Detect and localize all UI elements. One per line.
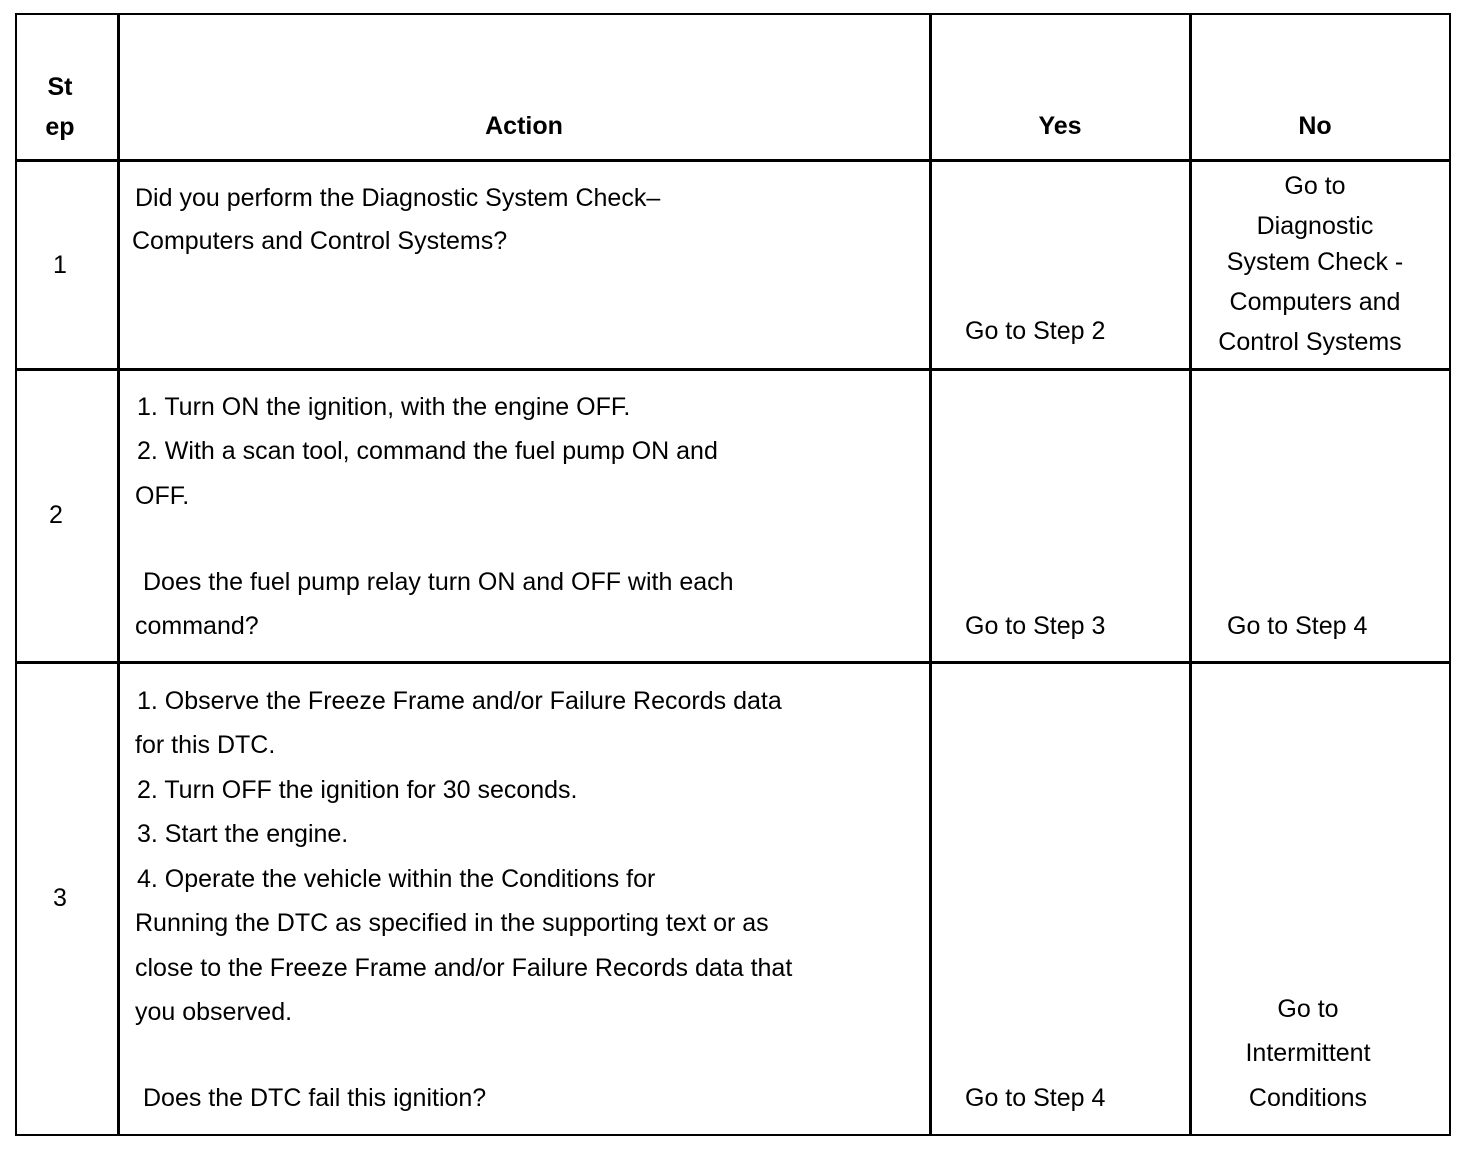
action-line: 3. Start the engine.: [137, 820, 349, 848]
step-number-3: 3: [53, 884, 67, 912]
step-number-1: 1: [53, 251, 67, 279]
no-result-1-line: Diagnostic: [1256, 212, 1374, 240]
header-action: Action: [485, 112, 563, 140]
action-line: you observed.: [135, 998, 293, 1026]
row-divider: [17, 368, 1449, 371]
action-line: 4. Operate the vehicle within the Conditions for: [137, 865, 656, 893]
action-line: OFF.: [135, 482, 190, 510]
no-result-3-line: Conditions: [1248, 1084, 1368, 1112]
action-line: Did you perform the Diagnostic System Check–: [135, 184, 661, 212]
action-line: 2. With a scan tool, command the fuel pump ON and: [137, 437, 718, 465]
action-question: command?: [135, 612, 259, 640]
yes-result-2: Go to Step 3: [965, 612, 1106, 640]
action-line: 2. Turn OFF the ignition for 30 seconds.: [137, 776, 578, 804]
action-line: Computers and Control Systems?: [132, 227, 508, 255]
row-divider: [17, 661, 1449, 664]
action-line: close to the Freeze Frame and/or Failure Records data that: [135, 954, 793, 982]
step-number-2: 2: [49, 501, 63, 529]
header-yes: Yes: [1038, 112, 1082, 140]
yes-result-1: Go to Step 2: [965, 317, 1106, 345]
action-line: 1. Observe the Freeze Frame and/or Failure Records data: [137, 687, 782, 715]
column-divider: [929, 15, 932, 1134]
action-line: Running the DTC as specified in the supporting text or as: [135, 909, 769, 937]
header-no: No: [1298, 112, 1332, 140]
no-result-2: Go to Step 4: [1227, 612, 1368, 640]
yes-result-3: Go to Step 4: [965, 1084, 1106, 1112]
no-result-1-line: Go to: [1284, 172, 1346, 200]
action-question: Does the DTC fail this ignition?: [143, 1084, 487, 1112]
header-step-line1: St: [47, 73, 73, 101]
action-line: 1. Turn ON the ignition, with the engine OFF.: [137, 393, 631, 421]
no-result-3-line: Go to: [1277, 995, 1339, 1023]
header-step-line2: ep: [45, 113, 75, 141]
no-result-1-line: Computers and: [1229, 288, 1401, 316]
action-line: for this DTC.: [135, 731, 276, 759]
action-question: Does the fuel pump relay turn ON and OFF with each: [143, 568, 734, 596]
column-divider: [117, 15, 120, 1134]
row-divider: [17, 159, 1449, 162]
no-result-3-line: Intermittent: [1245, 1039, 1371, 1067]
no-result-1-line: Control Systems: [1218, 328, 1402, 356]
no-result-1-line: System Check -: [1226, 248, 1404, 276]
